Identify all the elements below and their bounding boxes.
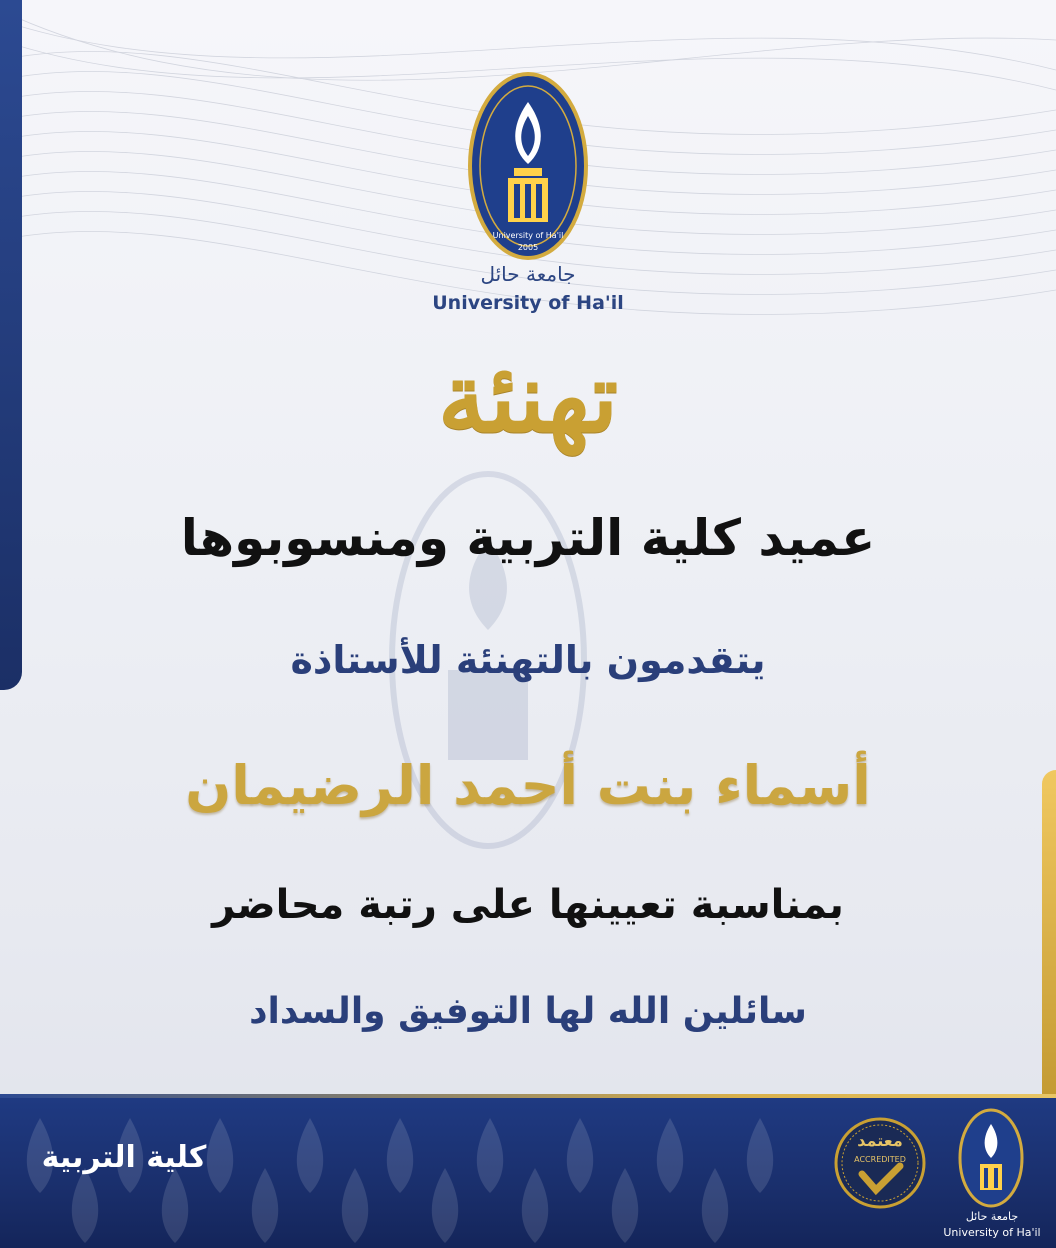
footer-university-ar: جامعة حائل [965, 1210, 1019, 1223]
university-name-en: University of Ha'il [432, 292, 624, 314]
occasion-line: بمناسبة تعيينها على رتبة محاضر [212, 882, 844, 928]
university-logo-icon [468, 72, 588, 260]
left-navy-bar [0, 0, 22, 690]
offer-line: يتقدمون بالتهنئة للأستاذة [290, 638, 766, 682]
congrats-title: تهنئة [437, 341, 619, 454]
right-gold-bar [1042, 770, 1056, 1100]
university-logo-small-icon [958, 1108, 1024, 1208]
college-name: كلية التربية [41, 1140, 207, 1175]
accreditation-seal-icon [834, 1108, 926, 1218]
footer-university-en: University of Ha'il [943, 1226, 1041, 1239]
logo-en-text: University of Ha'il [492, 231, 564, 240]
honoree-name: أسماء بنت أحمد الرضيمان [185, 754, 871, 817]
seal-en-text: ACCREDITED [854, 1155, 906, 1164]
wish-line: سائلين الله لها التوفيق والسداد [249, 991, 807, 1032]
dean-line: عميد كلية التربية ومنسوبوها [180, 509, 876, 567]
footer-band [0, 1098, 1056, 1248]
seal-ar-text: معتمد [857, 1131, 903, 1150]
logo-year-text: 2005 [517, 243, 539, 252]
university-name-ar: جامعة حائل [480, 262, 576, 286]
